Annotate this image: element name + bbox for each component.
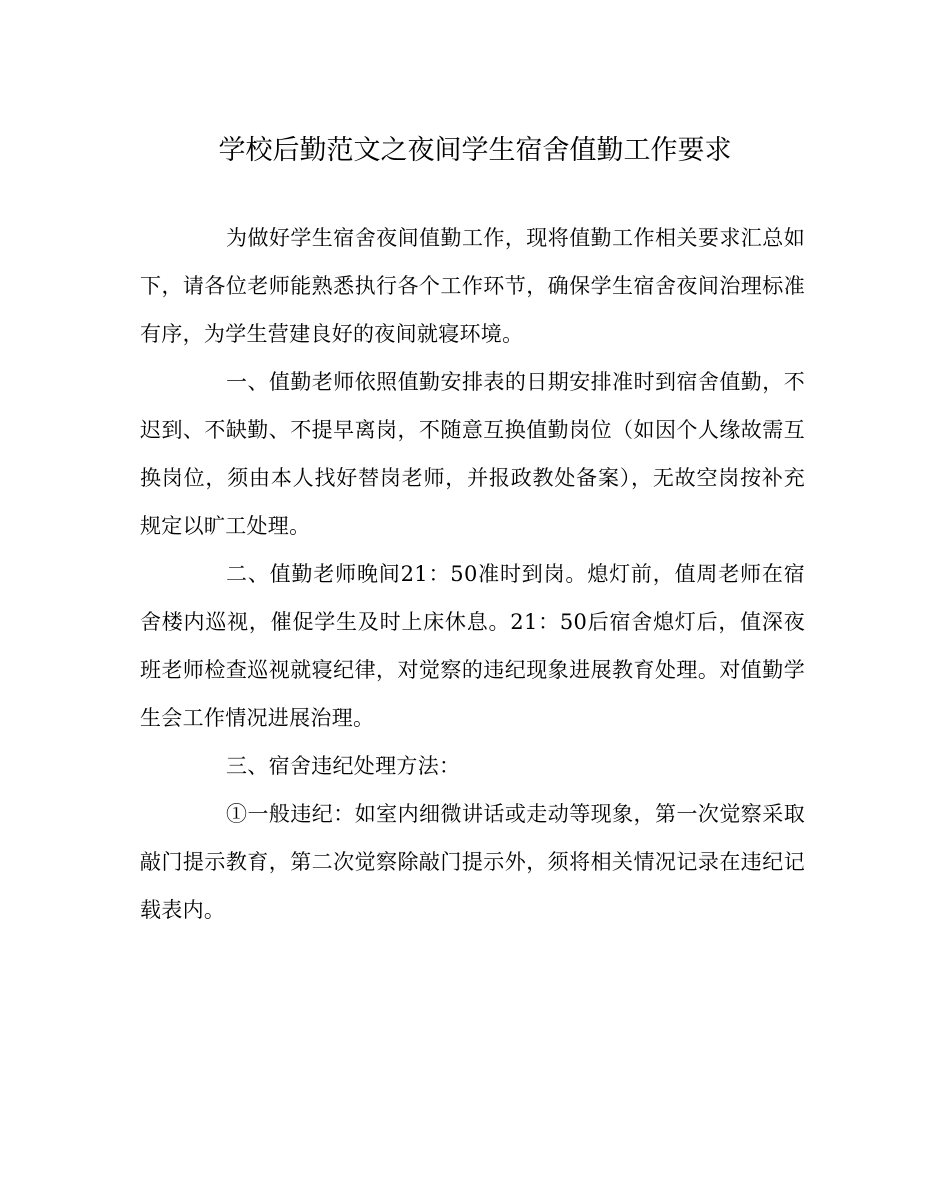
document-body: [140, 214, 805, 934]
rule-three-heading: 三、宿舍违纪处理方法：: [226, 754, 461, 778]
rule-two-paragraph: 二、值勤老师晚间21：50准时到岗。熄灯前，值周老师在宿舍楼内巡视，催促学生及时上床休息。21：50后宿舍熄灯后，值深夜班老师检查巡视就寝纪律，对觉察的违纪现象进展教育处理。对值勤学生会工作情况进展治理。: [140, 562, 805, 730]
document-title: 学校后勤范文之夜间学生宿舍值勤工作要求: [218, 135, 732, 166]
intro-paragraph: 为做好学生宿舍夜间值勤工作，现将值勤工作相关要求汇总如下，请各位老师能熟悉执行各个工作环节，确保学生宿舍夜间治理标准有序，为学生营建良好的夜间就寝环境。: [140, 226, 805, 346]
rule-one-paragraph: 一、值勤老师依照值勤安排表的日期安排准时到宿舍值勤，不迟到、不缺勤、不提早离岗，不随意互换值勤岗位（如因个人缘故需互换岗位，须由本人找好替岗老师，并报政教处备案），无故空岗按补充规定以旷工处理。: [140, 370, 805, 538]
minor-violation-paragraph: ①一般违纪：如室内细微讲话或走动等现象，第一次觉察采取敲门提示教育，第二次觉察除敲门提示外，须将相关情况记录在违纪记载表内。: [140, 802, 805, 922]
